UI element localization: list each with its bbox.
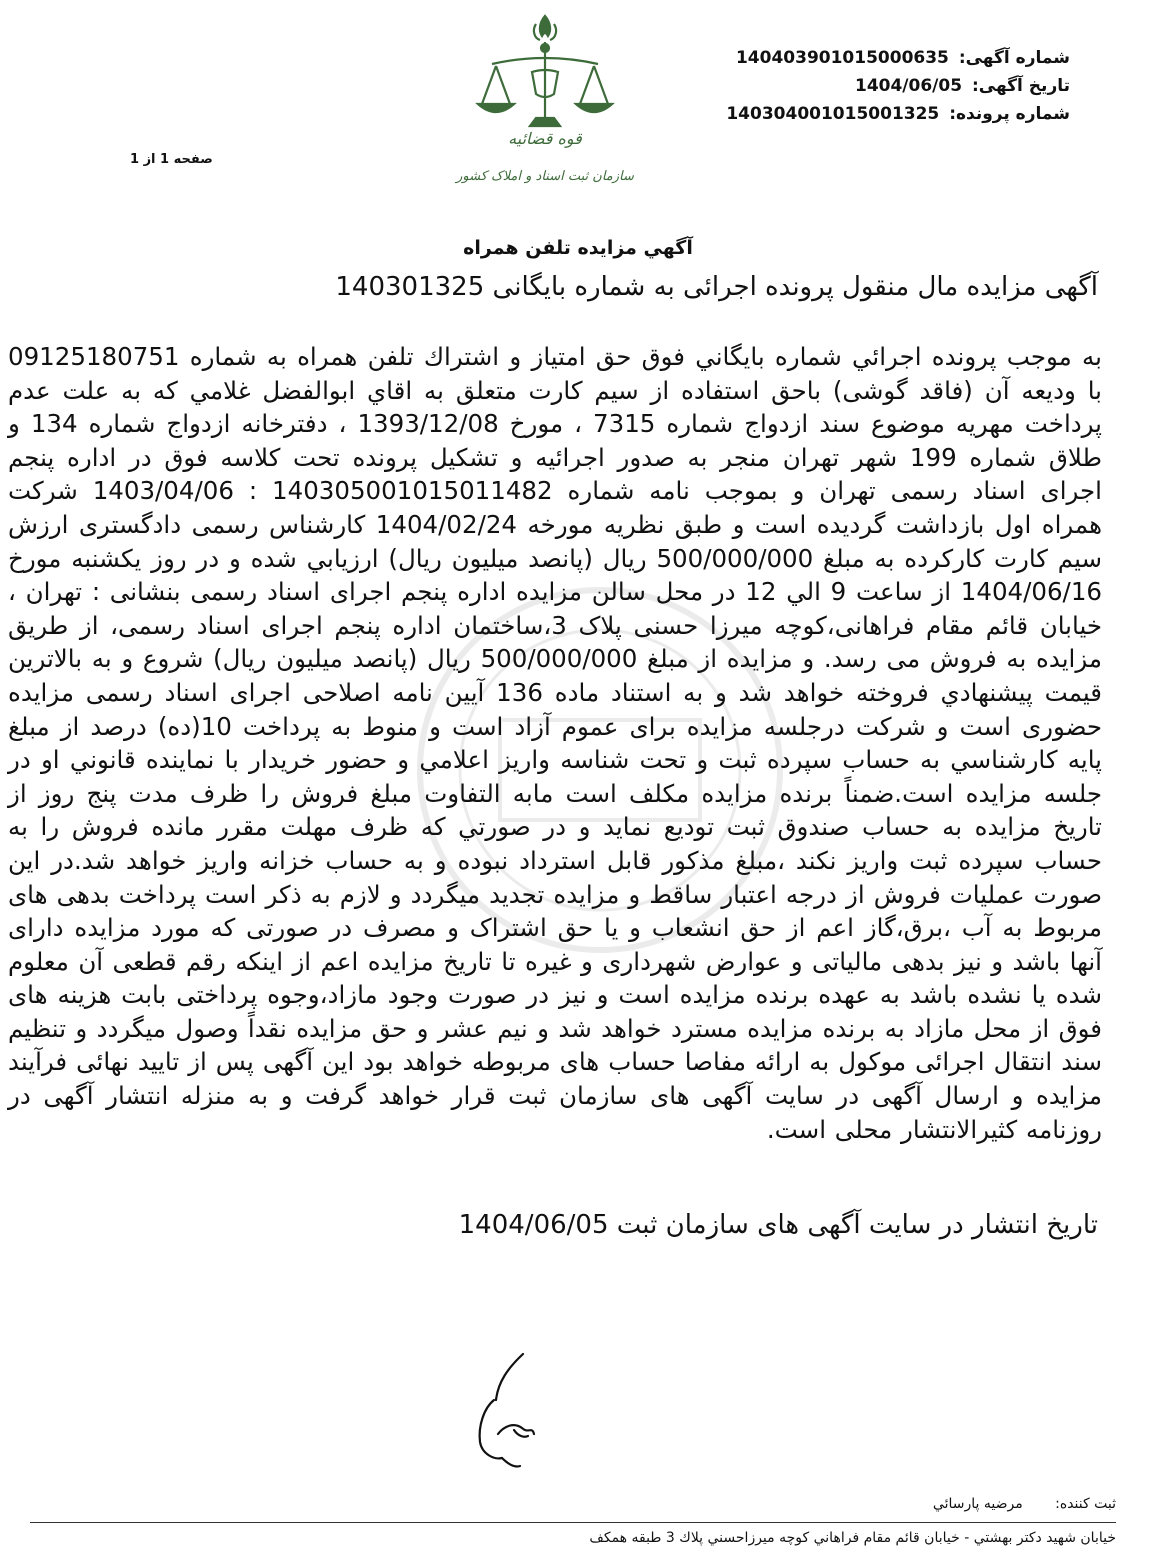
notice-date-label: تاریخ آگهی:	[971, 76, 1070, 96]
publish-date-line: تاریخ انتشار در سایت آگهی های سازمان ثبت 1404/06/05	[458, 1210, 1098, 1240]
registrar	[933, 1496, 1116, 1512]
notice-body: به موجب پرونده اجرائي شماره بايگاني فوق حق امتياز و اشتراك تلفن همراه به شماره 09125180751 با وديعه آن (فاقد گوشی) باحق استفاده از سيم كارت متعلق به اقاي ابوالفضل غلامي كه به علت عدم پرداخت مهريه موضوع سند ازدواج شماره 7315 ، مورخ 1393/12/08 ، دفترخانه ازدواج شماره 134 و طلاق شماره 199 شهر تهران منجر به صدور اجرائيه و تشكيل پرونده تحت كلاسه فوق در اداره پنجم اجرای اسناد رسمی تهران و بموجب نامه شماره 140305001015011482 : 1403/04/06 شركت همراه اول بازداشت گرديده است و طبق نظريه مورخه 1404/02/24 كارشناس رسمی دادگستری ارزش سيم كارت كاركرده به مبلغ 500/000/000 ريال (پانصد ميليون ريال) ارزيابي شده و در روز يكشنبه مورخ 1404/06/16 از ساعت 9 الي 12 در محل سالن مزایده اداره پنجم اجرای اسناد رسمی بنشانی : تهران ، خیابان قائم مقام فراهانی،کوچه میرزا حسنی پلاک 3،ساختمان اداره پنجم اجرای اسناد رسمی، از طریق مزایده به فروش می رسد. و مزايده از مبلغ 500/000/000 ريال (پانصد ميليون ريال) شروع و به بالاترين قيمت پيشنهادي فروخته خواهد شد و به استناد ماده 136 آيين نامه اصلاحی اجرای اسناد رسمی مزایده حضوری است و شرکت درجلسه مزایده برای عموم آزاد است و منوط به پرداخت 10(ده) درصد از مبلغ پايه كارشناسي به حساب سپرده ثبت و تحت شناسه واريز اعلامي و حضور خريدار با نماينده قانوني او در جلسه مزايده است.ضمناً برنده مزایده مکلف است مابه التفاوت مبلغ فروش را ظرف مدت پنج روز از تاريخ مزايده به حساب صندوق ثبت توديع نمايد و در صورتي كه ظرف مهلت مقرر مانده فروش را به حساب سپرده ثبت واريز نكند ،مبلغ مذكور قابل استرداد نبوده و به حساب خزانه واريز خواهد شد.در این صورت عملیات فروش از درجه اعتبار ساقط و مزایده تجدید میگردد و لازم به ذکر است پرداخت بدهی های مربوط به آب ،برق،گاز اعم از حق انشعاب و یا حق اشتراک و مصرف در صورتی که مورد مزایده دارای آنها باشد و نیز بدهی مالیاتی و عوارض شهرداری و غیره تا تاریخ مزایده اعم از اینکه رقم قطعی آن معلوم شده یا نشده باشد به عهده برنده مزایده است و نیز در صورت وجود مازاد،وجوه پرداختی بابت هزینه های فوق از محل مازاد به برنده مزایده مسترد خواهد شد و نیم عشر و حق مزایده نقداً وصول میگردد و تنظیم سند انتقال اجرائی موکول به ارائه مفاصا حساب های مربوطه خواهد بود این آگهی پس از تایید نهائی فرآیند مزایده و ارسال آگهی در سایت آگهی های سازمان ثبت قرار خواهد گرفت و به منزله انتشار آگهی در روزنامه کثیرالانتشار محلی است.	[8, 342, 1103, 1144]
case-number: 140304001015001325	[726, 104, 940, 124]
notice-date: 1404/06/05	[854, 76, 963, 96]
case-number-row	[710, 100, 1070, 128]
notice-number: 140403901015000635	[735, 48, 949, 68]
logo-text-judiciary: قوه قضائیه	[508, 129, 582, 148]
registrar-name: مرضيه پارسائي	[932, 1496, 1023, 1512]
signature-icon	[428, 1330, 578, 1490]
judiciary-logo-icon	[456, 8, 634, 198]
page-count: صفحه 1 از 1	[130, 152, 213, 167]
notice-meta	[710, 44, 1070, 128]
logo-text-registration: سازمان ثبت اسناد و املاک کشور	[456, 169, 634, 184]
footer-divider	[30, 1522, 1116, 1523]
notice-title: آگهي مزايده تلفن همراه	[463, 237, 693, 259]
footer-address: خيابان شهيد دكتر بهشتي - خيابان قائم مقام فراهاني كوچه ميرزاحسني پلاك 3 طبقه همكف	[589, 1530, 1116, 1546]
case-number-label: شماره پرونده:	[949, 104, 1070, 124]
notice-subtitle: آگهی مزایده مال منقول پرونده اجرائی به شماره بایگانی 140301325	[335, 272, 1098, 302]
notice-number-label: شماره آگهی:	[958, 48, 1070, 68]
registrar-label: ثبت کننده:	[1055, 1496, 1116, 1512]
notice-number-row	[710, 44, 1070, 72]
notice-date-row	[710, 72, 1070, 100]
